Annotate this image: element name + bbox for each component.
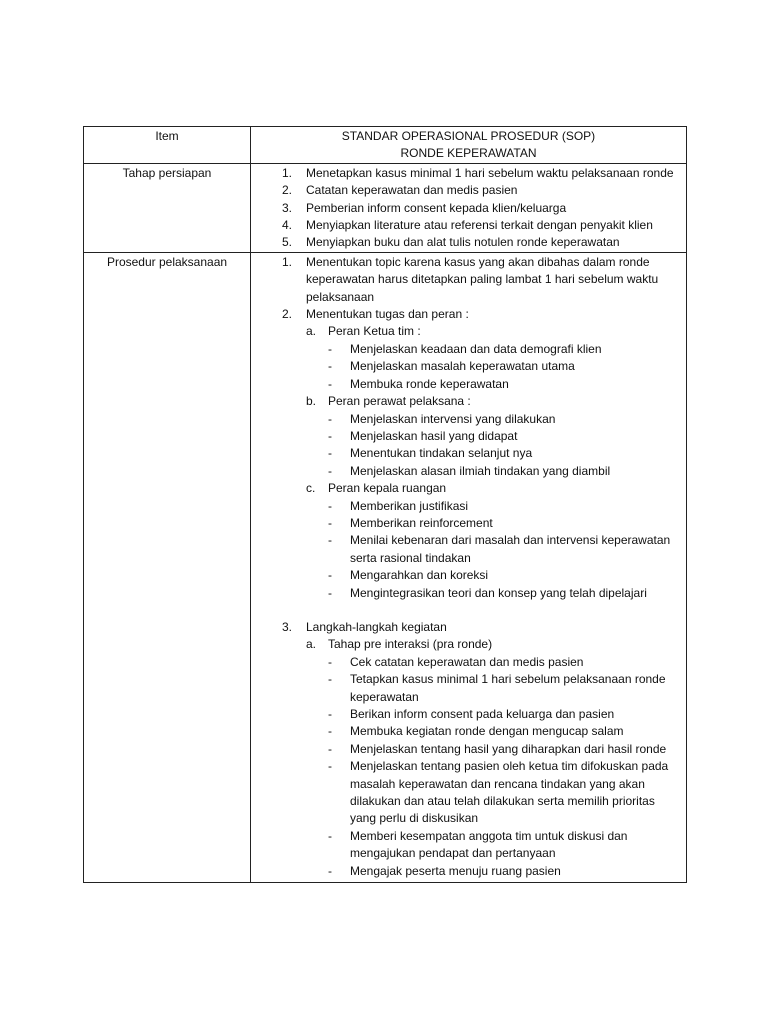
task-item: - Menjelaskan tentang hasil yang diharapkan dari hasil ronde: [328, 741, 667, 756]
task-list: [328, 341, 682, 393]
roles-list: [306, 323, 682, 602]
header-title-line2: RONDE KEPERAWATAN: [400, 146, 537, 161]
list-item: 5. Menyiapkan buku dan alat tulis notulen ronde keperawatan: [282, 235, 620, 250]
task-item: - Membuka kegiatan ronde dengan mengucap salam: [328, 724, 624, 739]
task-item: - Menilai kebenaran dari masalah dan intervensi keperawatan serta rasional tindakan: [328, 533, 671, 565]
list-item: 2. Catatan keperawatan dan medis pasien: [282, 183, 518, 198]
task-item: - Menjelaskan hasil yang didapat: [328, 428, 518, 443]
list-item: 4. Menyiapkan literature atau referensi terkait dengan penyakit klien: [282, 218, 653, 233]
task-item: - Membuka ronde keperawatan: [328, 376, 509, 391]
role-item: a. Peran Ketua tim : - Menjelaskan keadaan dan data demografi klien - Menjelaskan masalah keperawatan utama - Membuka ronde keperawatan: [306, 323, 682, 393]
list-item: 2. Menentukan tugas dan peran : a. Peran Ketua tim : - Menjelaskan keadaan dan data demografi klien - Menjelaskan masalah keperawatan utama - Membuka ronde keperawatan b. Peran perawat pelaksana : - Menjelaskan intervensi yang dilakukan - Menjelaskan hasil yang didapat - Menentukan tindakan selanjut nya - Menjelaskan alasan ilmiah tindakan yang diambil c. Peran kepala ruangan - Memberikan justifikasi - Memberikan reinforcement - Menilai kebenaran dari masalah dan intervensi keperawatan serta rasional tindakan - Mengarahkan dan koreksi - Mengintegrasikan teori dan konsep yang telah dipelajari: [255, 306, 682, 619]
header-item-label: Item: [155, 129, 179, 143]
task-item: - Tetapkan kasus minimal 1 hari sebelum pelaksanaan ronde keperawatan: [328, 672, 666, 704]
task-item: - Memberikan justifikasi: [328, 498, 469, 513]
persiapan-list: [255, 165, 682, 252]
task-item: - Berikan inform consent pada keluarga dan pasien: [328, 707, 615, 721]
pelaksanaan-label: Prosedur pelaksanaan: [106, 254, 228, 269]
task-item: - Memberi kesempatan anggota tim untuk diskusi dan mengajukan pendapat dan pertanyaan: [328, 828, 628, 861]
persiapan-row: [84, 163, 687, 252]
pelaksanaan-list: [255, 254, 682, 880]
task-item: - Menentukan tindakan selanjut nya: [328, 446, 533, 461]
header-item-cell: [84, 127, 251, 164]
sop-table: [83, 126, 687, 883]
header-row: [84, 127, 687, 164]
list-item: 3. Langkah-langkah kegiatan a. Tahap pre interaksi (pra ronde) - Cek catatan keperawatan dan medis pasien - Tetapkan kasus minimal 1 hari sebelum pelaksanaan ronde keperawatan - Berikan inform consent pada keluarga dan pasien - Membuka kegiatan ronde dengan mengucap salam - Menjelaskan tentang hasil yang diharapkan dari hasil ronde - Menjelaskan tentang pasien oleh ketua tim difokuskan pada masalah keperawatan dan rencana tindakan yang akan dilakukan dan atau telah dilakukan serta memilih prioritas yang perlu di diskusikan - Memberi kesempatan anggota tim untuk diskusi dan mengajukan pendapat dan pertanyaan - Mengajak peserta menuju ruang pasien: [255, 619, 682, 880]
task-list: [328, 498, 682, 602]
stage-item: a. Tahap pre interaksi (pra ronde) - Cek catatan keperawatan dan medis pasien - Tetapkan kasus minimal 1 hari sebelum pelaksanaan ronde keperawatan - Berikan inform consent pada keluarga dan pasien - Membuka kegiatan ronde dengan mengucap salam - Menjelaskan tentang hasil yang diharapkan dari hasil ronde - Menjelaskan tentang pasien oleh ketua tim difokuskan pada masalah keperawatan dan rencana tindakan yang akan dilakukan dan atau telah dilakukan serta memilih prioritas yang perlu di diskusikan - Memberi kesempatan anggota tim untuk diskusi dan mengajukan pendapat dan pertanyaan - Mengajak peserta menuju ruang pasien: [306, 636, 682, 880]
persiapan-label: Tahap persiapan: [122, 165, 212, 180]
task-item: - Menjelaskan tentang pasien oleh ketua tim difokuskan pada masalah keperawatan dan rencana tindakan yang akan dilakukan dan atau telah dilakukan serta memilih prioritas yang perlu di diskusikan: [328, 759, 669, 826]
list-item: 3. Pemberian inform consent kepada klien/keluarga: [282, 200, 567, 215]
task-list: [328, 654, 682, 880]
task-item: - Menjelaskan masalah keperawatan utama: [328, 359, 575, 374]
role-item: c. Peran kepala ruangan - Memberikan justifikasi - Memberikan reinforcement - Menilai kebenaran dari masalah dan intervensi keperawatan serta rasional tindakan - Mengarahkan dan koreksi - Mengintegrasikan teori dan konsep yang telah dipelajari: [306, 480, 682, 602]
task-item: - Menjelaskan intervensi yang dilakukan: [328, 411, 556, 426]
persiapan-label-cell: [84, 163, 251, 252]
task-item: - Mengajak peserta menuju ruang pasien: [328, 863, 561, 878]
header-title-line1: STANDAR OPERASIONAL PROSEDUR (SOP): [341, 129, 596, 143]
pelaksanaan-content-cell: [251, 252, 687, 882]
spacer: [306, 602, 682, 619]
task-item: - Mengarahkan dan koreksi: [328, 568, 489, 583]
role-item: b. Peran perawat pelaksana : - Menjelaskan intervensi yang dilakukan - Menjelaskan hasil yang didapat - Menentukan tindakan selanjut nya - Menjelaskan alasan ilmiah tindakan yang diambil: [306, 393, 682, 480]
list-item: 1. Menetapkan kasus minimal 1 hari sebelum waktu pelaksanaan ronde: [282, 165, 674, 180]
task-item: - Cek catatan keperawatan dan medis pasien: [328, 654, 584, 669]
task-item: - Mengintegrasikan teori dan konsep yang telah dipelajari: [328, 585, 647, 600]
list-item: 1. Menentukan topic karena kasus yang akan dibahas dalam ronde keperawatan harus ditetapkan paling lambat 1 hari sebelum waktu pelaksanaan: [282, 254, 659, 304]
pelaksanaan-row: [84, 252, 687, 882]
task-item: - Memberikan reinforcement: [328, 515, 493, 530]
persiapan-content-cell: [251, 163, 687, 252]
header-title-cell: [251, 127, 687, 164]
stages-list: [306, 636, 682, 880]
task-list: [328, 411, 682, 481]
task-item: - Menjelaskan keadaan dan data demografi klien: [328, 341, 602, 356]
task-item: - Menjelaskan alasan ilmiah tindakan yang diambil: [328, 463, 611, 478]
pelaksanaan-label-cell: [84, 252, 251, 882]
